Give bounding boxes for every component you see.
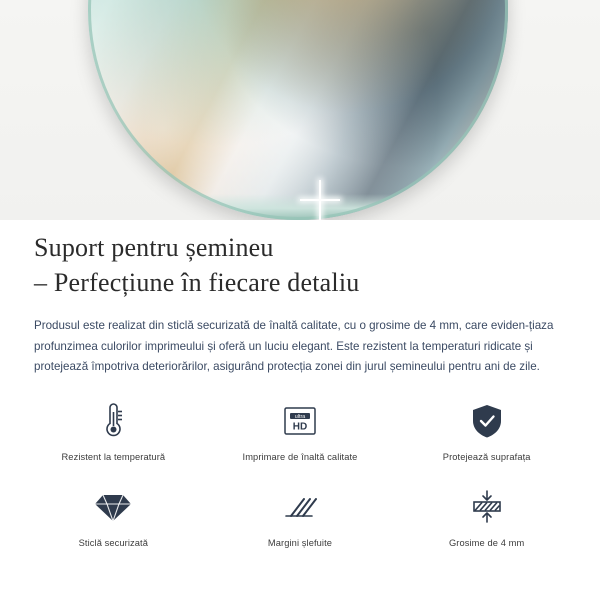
feature-item-thickness xyxy=(393,484,580,548)
thickness-4mm-icon xyxy=(464,484,510,530)
feature-label: Protejează suprafața xyxy=(442,452,531,462)
description-paragraph: Produsul este realizat din sticlă securizată de înaltă calitate, cu o grosime de 4 mm, care eviden-țiaza profunzimea culorilor imprimeului și oferă un luciu elegant. Este rezistent la temperaturi ridicate și protejează împotriva deteriorărilor, asigurând protecția zonei din jurul șemineului pentru ani de zile. xyxy=(34,319,554,373)
thermometer-icon xyxy=(90,398,136,444)
feature-item-print-quality xyxy=(207,398,394,462)
feature-label: Sticlă securizată xyxy=(78,538,149,548)
feature-item-surface-protection xyxy=(393,398,580,462)
feature-label: Imprimare de înaltă calitate xyxy=(242,452,358,462)
diamond-icon xyxy=(90,484,136,530)
svg-text:HD: HD xyxy=(292,421,308,433)
feature-label: Rezistent la temperatură xyxy=(61,452,166,462)
feature-item-tempered-glass xyxy=(20,484,207,548)
shield-check-icon xyxy=(464,398,510,444)
feature-grid xyxy=(0,398,600,548)
feature-item-polished-edges xyxy=(207,484,394,548)
hero-image xyxy=(0,0,600,220)
title-line-2: – Perfecțiune în fiecare detaliu xyxy=(34,268,360,297)
feature-item-temperature xyxy=(20,398,207,462)
page-title xyxy=(34,230,566,300)
feature-label: Margini șlefuite xyxy=(267,538,333,548)
ultra-hd-icon xyxy=(277,398,323,444)
glass-plate-image xyxy=(88,0,508,220)
polished-edges-icon xyxy=(277,484,323,530)
feature-label: Grosime de 4 mm xyxy=(448,538,525,548)
title-line-1: Suport pentru șemineu xyxy=(34,233,274,262)
svg-text:ultra: ultra xyxy=(294,414,306,421)
content-block xyxy=(0,220,600,378)
